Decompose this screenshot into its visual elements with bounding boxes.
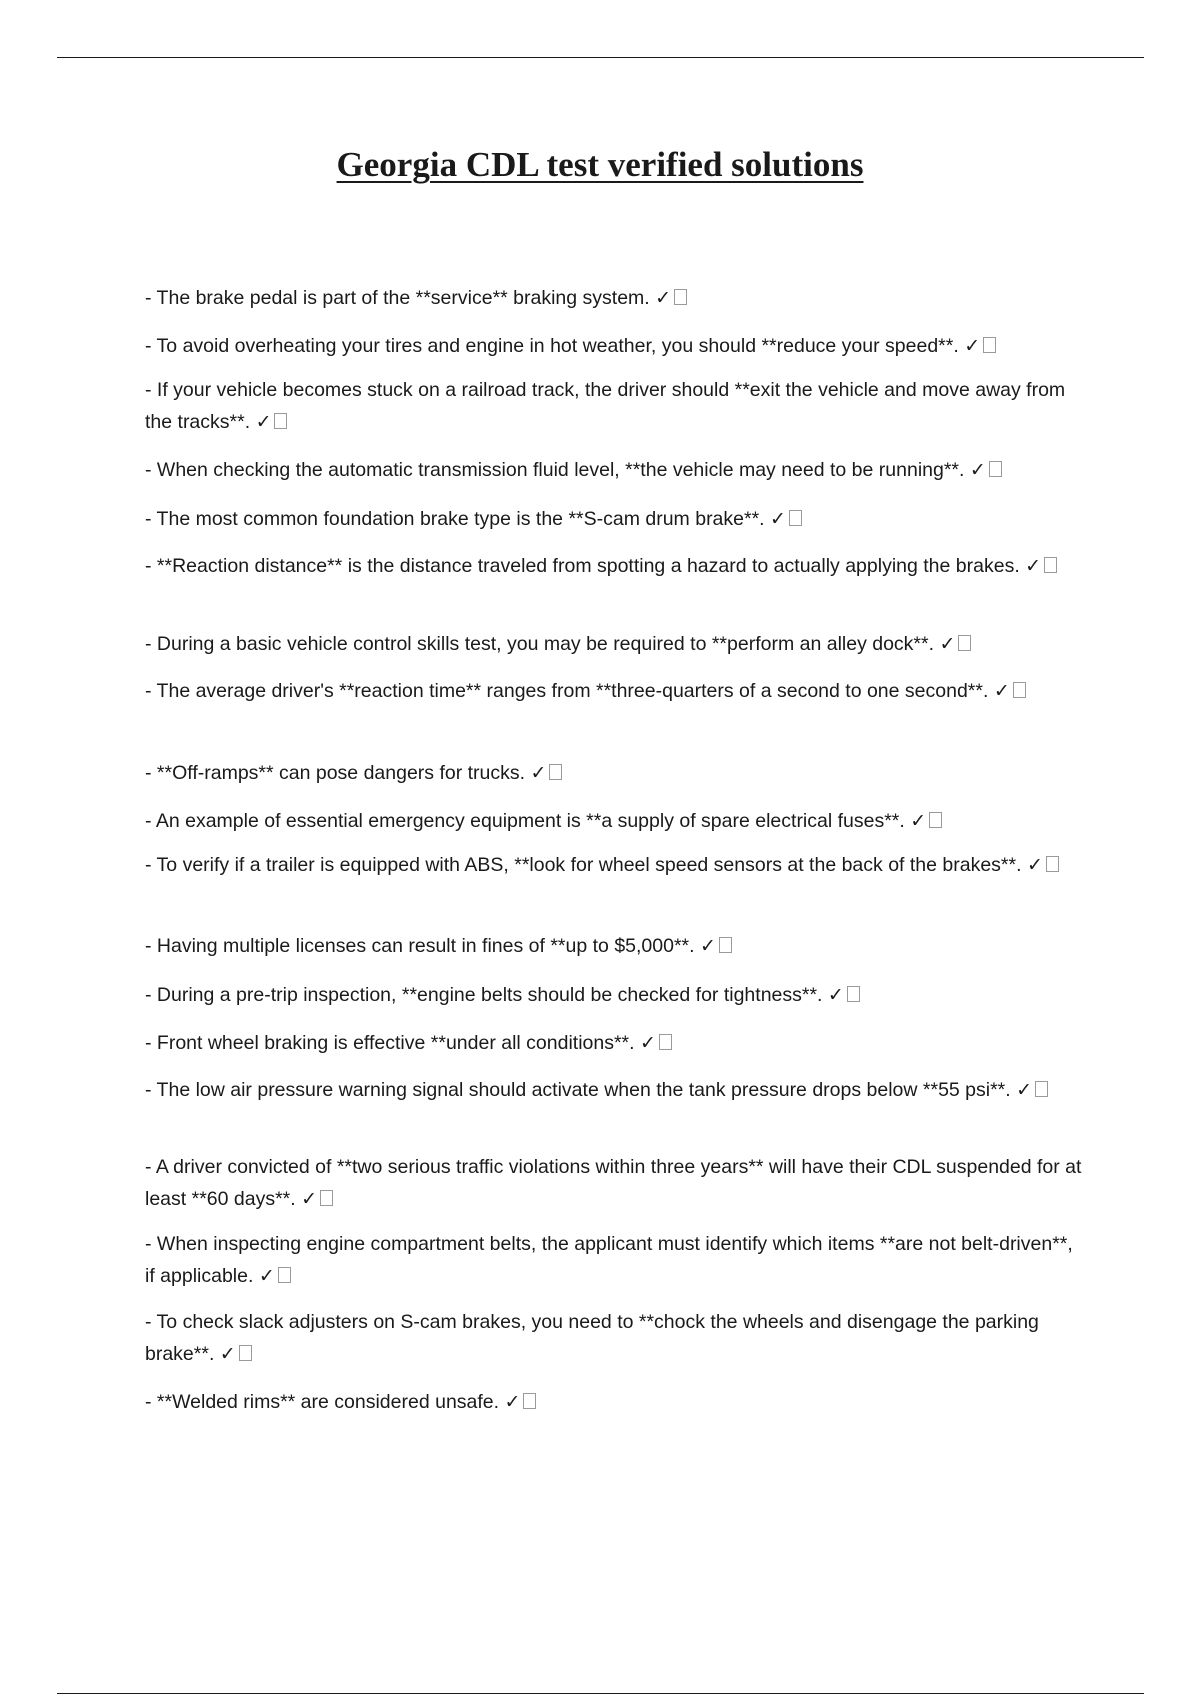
checkmark-icon: ✓ [993,680,1010,702]
list-item [145,1027,1085,1059]
checkbox-glyph-icon [1046,856,1059,872]
checkbox-glyph-icon [274,413,287,429]
item-text: - During a pre-trip inspection, **engine belts should be checked for tightness**. [145,984,823,1006]
item-text: - During a basic vehicle control skills test, you may be required to **perform an alley dock**. [145,633,935,655]
item-text: - **Reaction distance** is the distance traveled from spotting a hazard to actually applying the brakes. [145,555,1020,577]
checkbox-glyph-icon [719,937,732,953]
list-item [145,282,1085,314]
item-text: - A driver convicted of **two serious traffic violations within three years** will have their CDL suspended for at least **60 days**. [145,1156,1082,1210]
checkbox-glyph-icon [549,764,562,780]
list-item [145,503,1085,535]
item-text: - The most common foundation brake type is the **S-cam drum brake**. [145,508,765,530]
checkmark-icon: ✓ [939,633,956,655]
checkbox-glyph-icon [847,986,860,1002]
item-text: - An example of essential emergency equipment is **a supply of spare electrical fuses**. [145,810,905,832]
list-item [145,675,1085,707]
checkmark-icon: ✓ [1026,854,1043,876]
checkmark-icon: ✓ [301,1188,318,1210]
checkbox-glyph-icon [983,337,996,353]
checkmark-icon: ✓ [699,935,716,957]
list-item [145,805,1085,837]
item-text: - The average driver's **reaction time** ranges from **three-quarters of a second to one second**. [145,680,989,702]
checkbox-glyph-icon [989,461,1002,477]
checkbox-glyph-icon [239,1345,252,1361]
item-text: - To verify if a trailer is equipped with ABS, **look for wheel speed sensors at the back of the brakes**. [145,854,1022,876]
list-item [145,1228,1085,1292]
item-text: - The low air pressure warning signal should activate when the tank pressure drops below **55 psi**. [145,1079,1011,1101]
list-item [145,1386,1085,1418]
list-item [145,628,1085,660]
list-item [145,1151,1085,1215]
checkmark-icon: ✓ [1016,1079,1033,1101]
checkbox-glyph-icon [659,1034,672,1050]
checkbox-glyph-icon [320,1190,333,1206]
checkmark-icon: ✓ [258,1265,275,1287]
checkbox-glyph-icon [929,812,942,828]
list-item [145,757,1085,789]
list-item [145,374,1085,438]
checkmark-icon: ✓ [640,1032,656,1054]
item-text: - If your vehicle becomes stuck on a railroad track, the driver should **exit the vehicle and move away from the tracks**. [145,379,1066,433]
checkmark-icon: ✓ [827,984,844,1006]
checkbox-glyph-icon [1035,1081,1048,1097]
document-title: Georgia CDL test verified solutions [336,145,864,184]
item-text: - Front wheel braking is effective **under all conditions**. [145,1032,635,1054]
checkbox-glyph-icon [1013,682,1026,698]
item-text: - When inspecting engine compartment belts, the applicant must identify which items **are not belt-driven**, if applicable. [145,1233,1073,1287]
list-item [145,979,1085,1011]
item-text: - To check slack adjusters on S-cam brakes, you need to **chock the wheels and disengage the parking brake**. [145,1311,1039,1365]
checkmark-icon: ✓ [655,287,672,309]
item-text: - **Welded rims** are considered unsafe. [145,1391,500,1413]
list-item [145,930,1085,962]
list-item [145,1306,1085,1370]
checkmark-icon: ✓ [969,459,986,481]
item-text: - **Off-ramps** can pose dangers for trucks. [145,762,526,784]
checkbox-glyph-icon [278,1267,291,1283]
checkmark-icon: ✓ [255,411,272,433]
list-item [145,550,1085,582]
bottom-rule [57,1693,1144,1694]
item-text: - When checking the automatic transmission fluid level, **the vehicle may need to be running**. [145,459,965,481]
item-text: - The brake pedal is part of the **service** braking system. [145,287,650,309]
checkmark-icon: ✓ [530,762,547,784]
checkmark-icon: ✓ [770,508,786,530]
checkmark-icon: ✓ [910,810,927,832]
checkmark-icon: ✓ [1025,555,1042,577]
list-item [145,1074,1085,1106]
checkmark-icon: ✓ [504,1391,521,1413]
checkbox-glyph-icon [958,635,971,651]
list-item [145,330,1085,362]
item-text: - To avoid overheating your tires and engine in hot weather, you should **reduce your speed**. [145,335,959,357]
checkbox-glyph-icon [523,1393,536,1409]
list-item [145,849,1085,881]
item-text: - Having multiple licenses can result in fines of **up to $5,000**. [145,935,695,957]
checkbox-glyph-icon [789,510,802,526]
checkbox-glyph-icon [1044,557,1057,573]
checkmark-icon: ✓ [964,335,981,357]
checkbox-glyph-icon [674,289,687,305]
list-item [145,454,1085,486]
checkmark-icon: ✓ [219,1343,236,1365]
